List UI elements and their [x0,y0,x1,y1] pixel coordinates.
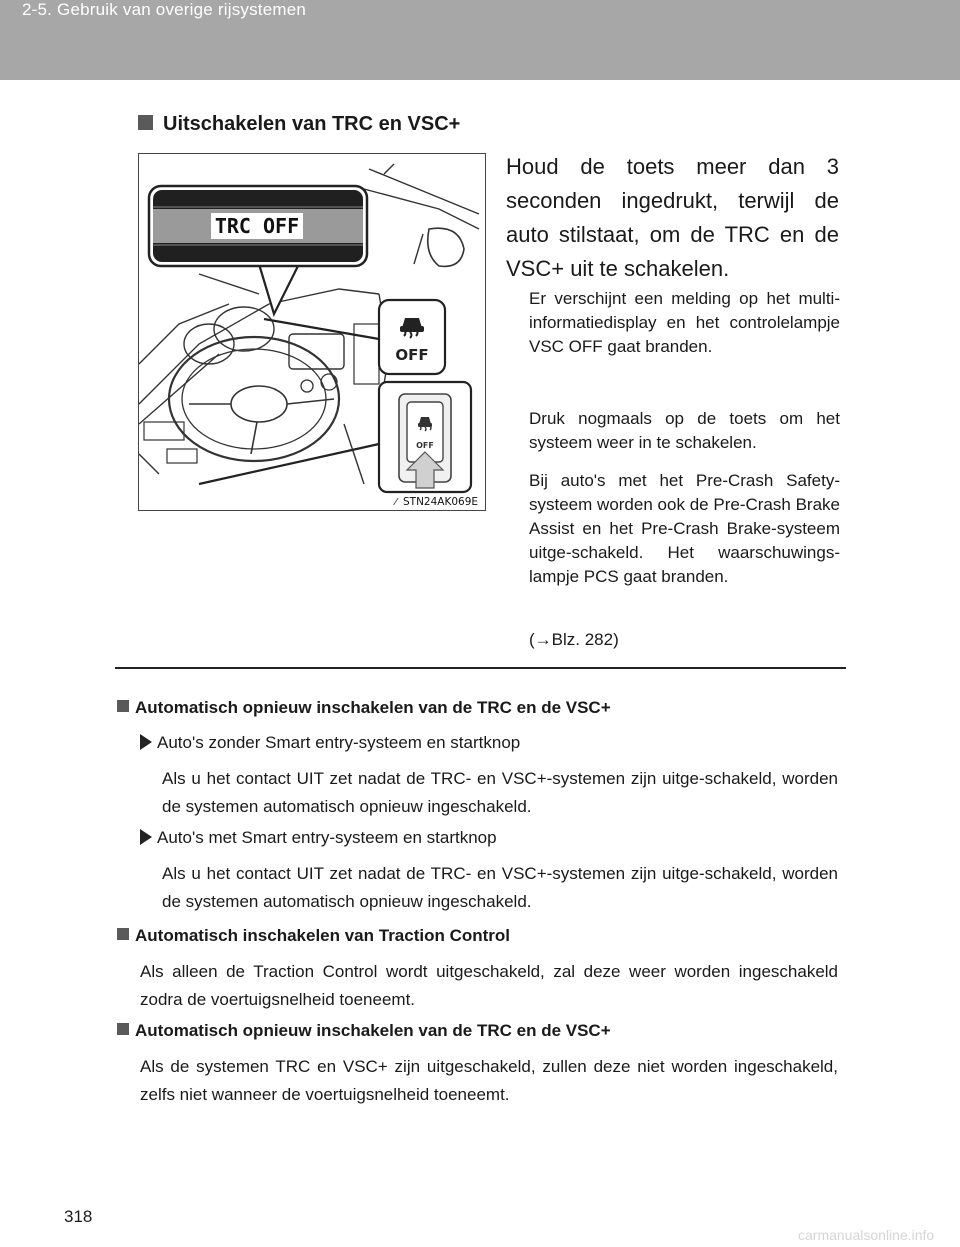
chapter-title: 2-5. Gebruik van overige rijsystemen [22,0,307,19]
dashboard-drawing [139,154,485,510]
triangle-bullet-icon [140,734,152,750]
small-button-label: OFF [416,441,434,450]
square-bullet-icon [138,115,153,130]
paragraph-with-smart-entry: Als u het contact UIT zet nadat de TRC- en VSC+-systemen zijn uitge-schakeld, worden de systemen automatisch opnieuw ingeschakeld. [162,864,838,911]
square-bullet-icon [117,1023,129,1035]
display-text: TRC OFF [214,214,300,238]
paragraph-no-reactivate: Als de systemen TRC en VSC+ zijn uitgeschakeld, zullen deze niet worden ingeschakeld, zelfs niet wanneer de voertuigsnelheid toeneemt. [140,1057,838,1104]
divider [115,667,846,669]
note-reactivate: Druk nogmaals op de toets om het systeem weer in te schakelen. [529,409,840,452]
main-instruction: Houd de toets meer dan 3 seconden ingedrukt, terwijl de auto stilstaat, om de TRC en de VSC+ uit te schakelen. [506,154,839,281]
triangle-bullet-icon [140,829,152,845]
item-heading-auto-reactivate: Automatisch opnieuw inschakelen van de TRC en de VSC+ [117,698,611,718]
section-title-text: Uitschakelen van TRC en VSC+ [163,113,461,135]
steering-wheel-shape [169,337,339,461]
square-bullet-icon [117,928,129,940]
mirror-shape [428,228,464,266]
illustration-code: STN24AK069E [403,496,479,508]
svg-text:⁄: ⁄ [395,497,397,508]
item-heading-traction-control: Automatisch inschakelen van Traction Control [117,926,510,946]
item-heading-no-reactivate: Automatisch opnieuw inschakelen van de TRC en de VSC+ [117,1021,611,1041]
watermark: carmanualsonline.info [798,1227,935,1243]
page-number: 318 [64,1207,93,1226]
note-message: Er verschijnt een melding op het multi-informatiedisplay en het controlelampje VSC OFF gaat branden. [529,289,840,356]
section-title [138,113,460,136]
page-reference-link[interactable]: (→Blz. 282) [529,630,619,649]
square-bullet-icon [117,700,129,712]
sub-heading-without-smart-entry: Auto's zonder Smart entry-systeem en startknop [140,733,520,753]
dashboard-illustration [138,153,486,511]
chapter-header [0,0,960,80]
button-label: OFF [395,346,429,364]
paragraph-traction-control: Als alleen de Traction Control wordt uitgeschakeld, zal deze weer worden ingeschakeld zodra de voertuigsnelheid toeneemt. [140,962,838,1009]
sub-heading-with-smart-entry: Auto's met Smart entry-systeem en startknop [140,828,497,848]
paragraph-without-smart-entry: Als u het contact UIT zet nadat de TRC- en VSC+-systemen zijn uitge-schakeld, worden de systemen automatisch opnieuw ingeschakeld. [162,769,838,816]
note-pre-crash: Bij auto's met het Pre-Crash Safety-systeem worden ook de Pre-Crash Brake Assist en het Pre-Crash Brake-systeem uitge-schakeld. Het waarschuwings-lampje PCS gaat branden. [529,471,840,586]
